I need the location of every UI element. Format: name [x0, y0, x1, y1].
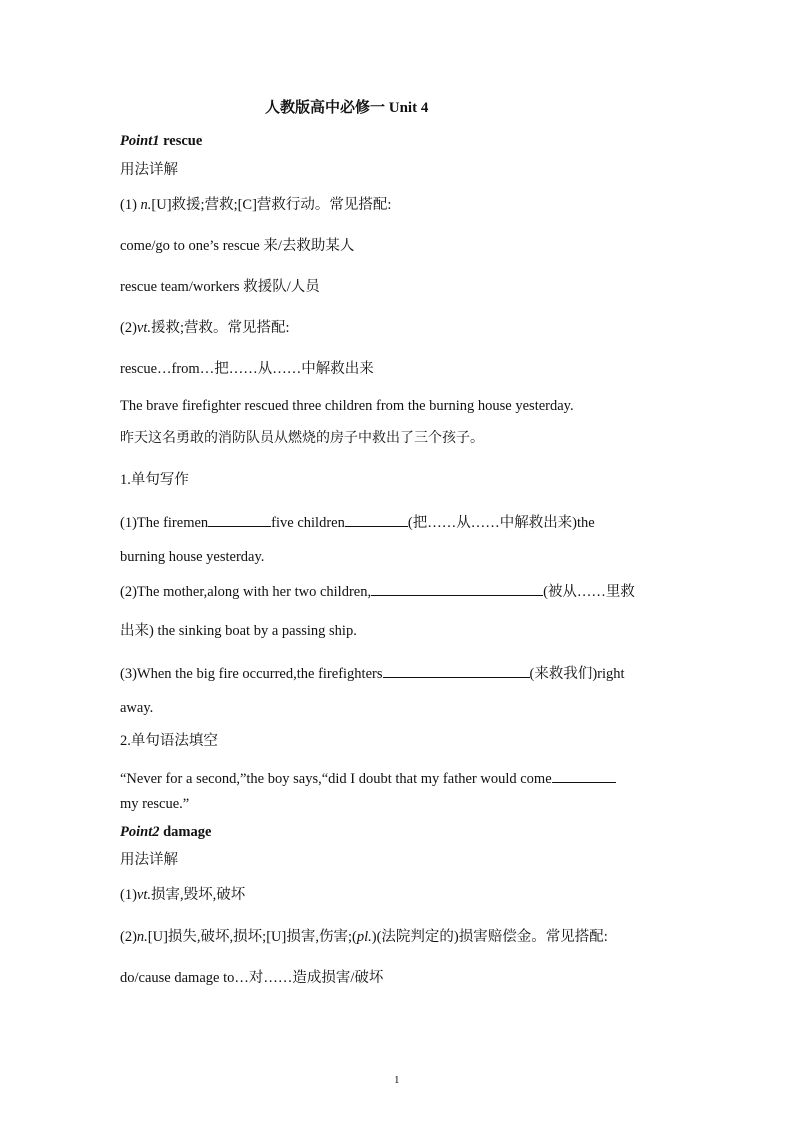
question-hint: (把……从……中解救出来)the — [407, 515, 595, 531]
sense-definition: 损害,毁坏,破坏 — [151, 887, 246, 903]
sense-number: (2) — [120, 929, 137, 945]
question-text: (1)The firemen — [120, 515, 209, 531]
point1-collocation-3: rescue…from…把……从……中解救出来 — [120, 361, 374, 377]
part-of-speech: vt. — [136, 320, 152, 336]
question-text: (3)When the big fire occurred,the firefighters — [120, 666, 383, 682]
sense-number: (1) — [120, 887, 137, 903]
part-of-speech: n. — [136, 929, 148, 945]
part-of-speech: n. — [140, 197, 152, 213]
question-text: “Never for a second,”the boy says,“did I doubt that my father would come — [120, 771, 552, 787]
point2-usage-heading: 用法详解 — [120, 852, 178, 868]
point1-collocation-1: come/go to one’s rescue 来/去救助某人 — [120, 238, 355, 254]
sense-number: (2) — [120, 320, 137, 336]
exercise2-heading: 2.单句语法填空 — [120, 733, 218, 749]
question-text: five children — [271, 515, 345, 531]
point1-collocation-2: rescue team/workers 救援队/人员 — [120, 279, 320, 295]
point1-sense1 — [120, 196, 391, 214]
sense-definition: [U]损失,破坏,损坏;[U]损害,伤害;( — [147, 929, 357, 945]
question-hint: (来救我们)right — [529, 666, 625, 682]
plural-marker: pl. — [356, 929, 372, 945]
answer-blank[interactable] — [345, 512, 408, 527]
point1-label: Point1 — [120, 133, 160, 149]
page-number: 1 — [394, 1074, 400, 1086]
point2-sense1 — [120, 886, 245, 904]
answer-blank[interactable] — [383, 663, 530, 678]
document-title: 人教版高中必修一 Unit 4 — [265, 100, 429, 116]
exercise1-question-2 — [120, 581, 635, 601]
exercise2-question-1 — [120, 768, 616, 788]
part-of-speech: vt. — [136, 887, 152, 903]
sense-definition: 援救;营救。常见搭配: — [151, 320, 290, 336]
point1-example-en: The brave firefighter rescued three children from the burning house yesterday. — [120, 398, 574, 414]
sense-definition: [U]救援;营救;[C]营救行动。常见搭配: — [151, 197, 392, 213]
exercise2-question-1-cont: my rescue.” — [120, 796, 190, 812]
point1-heading — [120, 132, 202, 150]
point2-heading — [120, 823, 211, 841]
exercise1-question-3-cont: away. — [120, 700, 154, 716]
point2-sense2 — [120, 928, 608, 946]
point2-label: Point2 — [120, 824, 160, 840]
question-hint: (被从……里救 — [543, 584, 635, 600]
answer-blank[interactable] — [208, 512, 271, 527]
sense-definition: )(法院判定的)损害赔偿金。常见搭配: — [371, 929, 608, 945]
exercise1-question-2-cont: 出来) the sinking boat by a passing ship. — [120, 623, 357, 639]
answer-blank[interactable] — [552, 768, 616, 783]
point2-word: damage — [163, 824, 212, 840]
exercise1-question-1 — [120, 512, 595, 532]
point1-example-zh: 昨天这名勇敢的消防队员从燃烧的房子中救出了三个孩子。 — [120, 430, 484, 446]
point1-usage-heading: 用法详解 — [120, 162, 178, 178]
sense-number: (1) — [120, 197, 137, 213]
point1-sense2 — [120, 319, 290, 337]
exercise1-heading: 1.单句写作 — [120, 472, 189, 488]
answer-blank[interactable] — [371, 581, 543, 596]
exercise1-question-3 — [120, 663, 625, 683]
point2-collocation-1: do/cause damage to…对……造成损害/破坏 — [120, 970, 384, 986]
exercise1-question-1-cont: burning house yesterday. — [120, 549, 265, 565]
point1-word: rescue — [163, 133, 203, 149]
question-text: (2)The mother,along with her two children, — [120, 584, 372, 600]
